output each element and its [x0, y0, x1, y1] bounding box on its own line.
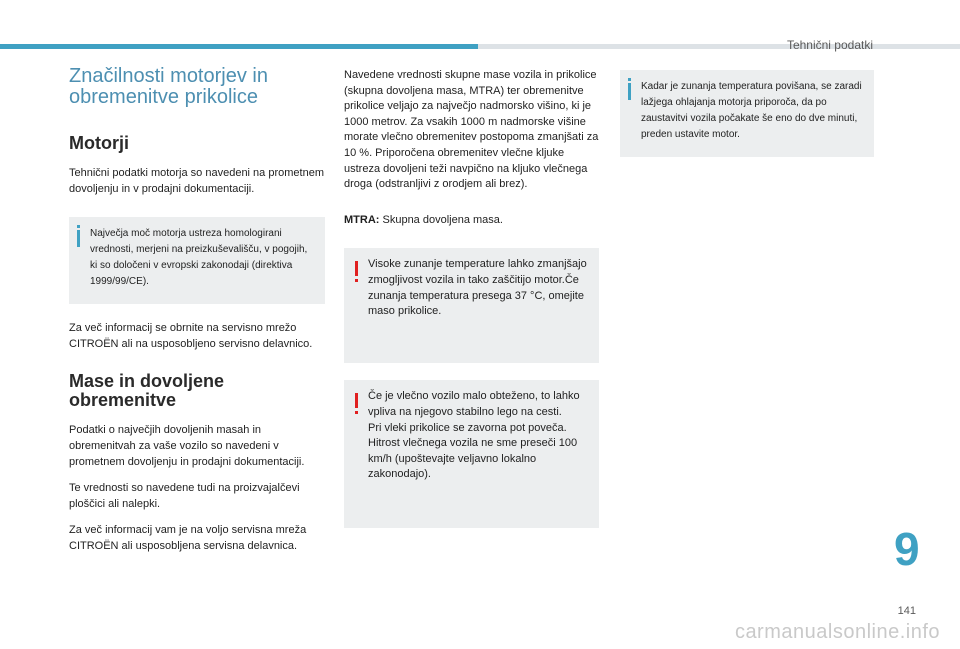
mtra-description: Navedene vrednosti skupne mase vozila in prikolice (skupna dovoljena masa, MTRA) ter obremenitve prikolice veljajo za največjo nadmorsko višino, ki je 1000 metrov. Za vsakih 1000 m nadmorske višine morate vlečno obremenitev postopoma zmanjšati za 10 %. Priporočena obremenitev vlečne kljuke ustreza dovoljeni teži navpično na kljuko vlečnega droga (odstranljivi z orodjem ali brez).: [344, 69, 599, 191]
towing-warning-text-3: Hitrost vlečnega vozila ne sme preseči 100 km/h (upoštevajte veljavno lokalno zakonodajo).: [368, 437, 578, 481]
motors-info-note: [69, 217, 325, 304]
mtra-label: MTRA:: [344, 213, 380, 226]
column-left: [69, 66, 325, 566]
motors-info-text: Največja moč motorja ustreza homologirani vrednosti, merjeni na preizkuševališču, v pogojih, ki so določeni v evropski zakonodaji (direktiva 1999/99/CE).: [90, 228, 308, 288]
cooling-info-note: [620, 70, 874, 157]
masses-text-2: Te vrednosti so navedene tudi na proizvajalčevi ploščici ali nalepki.: [69, 482, 300, 510]
page-number: 141: [897, 605, 916, 617]
watermark: carmanualsonline.info: [734, 621, 940, 643]
cooling-info-text: Kadar je zunanja temperatura povišana, se zaradi lažjega ohlajanja motorja priporoča, da po zaustavitvi vozila počakate še eno do dve minuti, preden ustavite motor.: [641, 81, 862, 140]
header-bar: [478, 44, 960, 49]
section-label: Tehnični podatki: [786, 38, 873, 52]
towing-warning-text-2: Pri vleki prikolice se zavorna pot poveča.: [368, 421, 567, 434]
page-title: Značilnosti motorjev in obremenitve prikolice: [69, 65, 268, 108]
motors-text: Tehnični podatki motorja so navedeni na prometnem dovoljenju in v prodajni dokumentaciji.: [69, 167, 324, 195]
info-icon: [77, 230, 80, 247]
masses-text-1: Podatki o največjih dovoljenih masah in obremenitvah za vaše vozilo so navedeni v prometnem dovoljenju in prodajni dokumentaciji.: [69, 424, 305, 468]
header-accent-bar: [0, 44, 478, 49]
mtra-definition: [344, 213, 599, 229]
mtra-text: Skupna dovoljena masa.: [379, 213, 503, 226]
motors-heading: Motorji: [69, 133, 129, 153]
temperature-warning: [344, 248, 599, 363]
info-icon: [628, 83, 631, 100]
motors-more-info: Za več informacij se obrnite na servisno mrežo CITROËN ali na usposobljeno servisno delavnico.: [69, 322, 313, 350]
column-right: [620, 70, 874, 157]
towing-warning-text-1: Če je vlečno vozilo malo obteženo, to lahko vpliva na njegovo stabilno lego na cesti.: [368, 390, 580, 418]
towing-warning: [344, 380, 599, 528]
masses-heading: Mase in dovoljene obremenitve: [69, 371, 225, 411]
warning-icon: [355, 393, 358, 408]
masses-text-3: Za več informacij vam je na voljo servisna mreža CITROËN ali usposobljena servisna delavnica.: [69, 524, 307, 552]
column-middle: [344, 68, 599, 545]
warning-icon: [355, 261, 358, 276]
temperature-warning-text: Visoke zunanje temperature lahko zmanjšajo zmogljivost vozila in tako zaščitijo motor.Če zunanja temperatura presega 37 °C, omejite maso prikolice.: [368, 258, 587, 318]
chapter-number: 9: [894, 523, 920, 575]
